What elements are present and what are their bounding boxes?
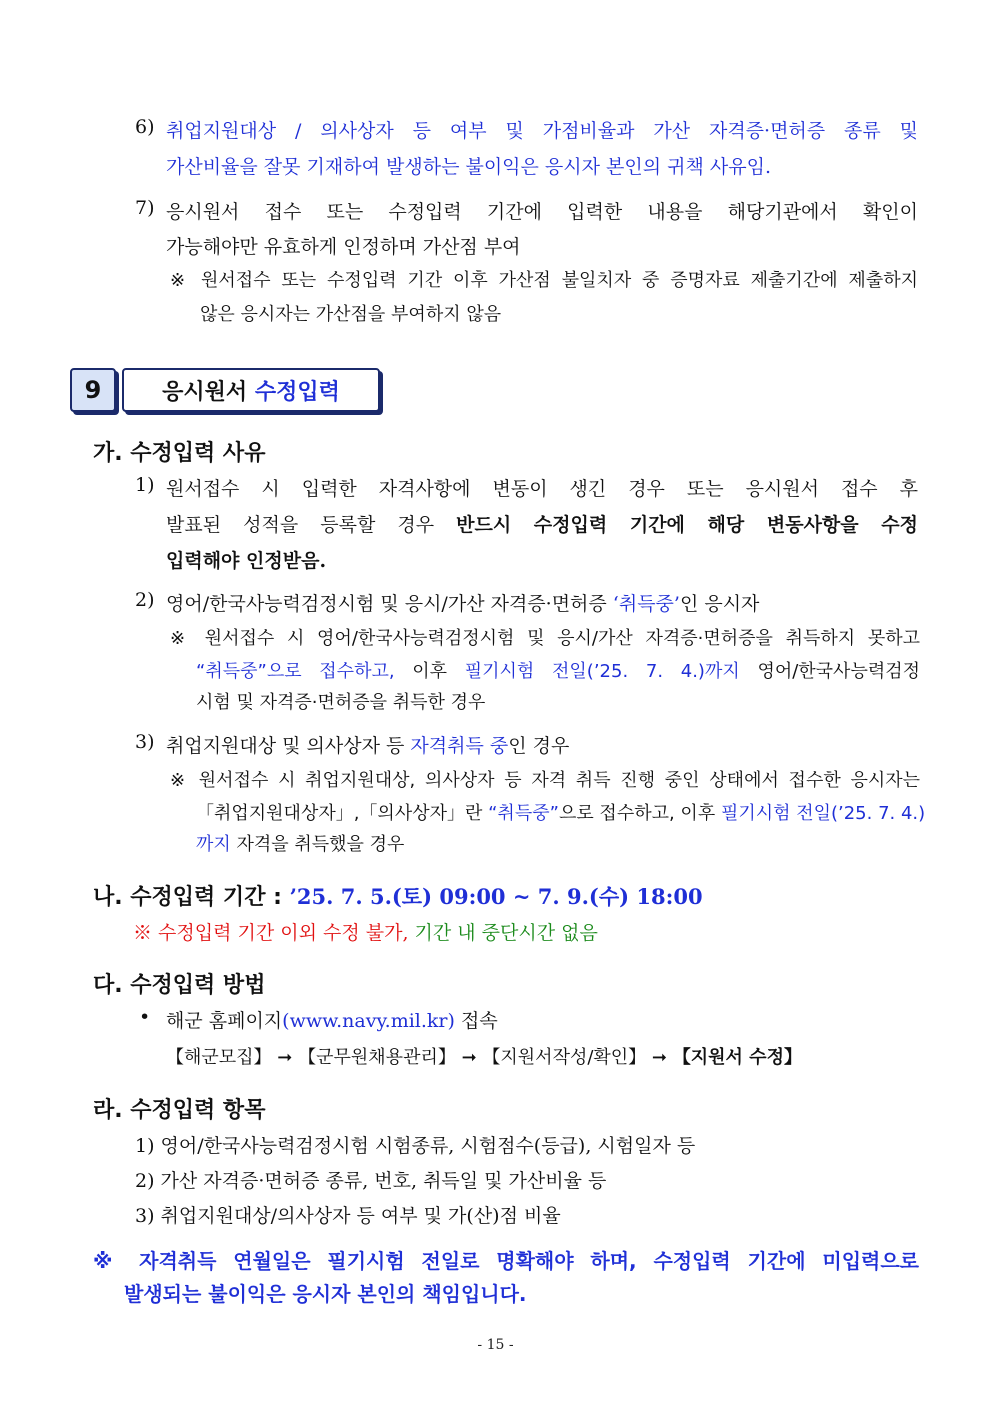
item-7-note-line-2: 않은 응시자는 가산점을 부여하지 않음 xyxy=(200,304,502,325)
item-6-line-1: 취업지원대상 / 의사상자 등 여부 및 가점비율과 가산 자격증·면허증 종류 및 xyxy=(166,120,918,142)
arrow-right-icon: ➞ xyxy=(461,1047,477,1068)
ga-item-3-text-c: 인 경우 xyxy=(508,735,570,757)
ga-item-3-number: 3) xyxy=(135,731,155,753)
heading-na xyxy=(93,880,703,911)
ga-item-2-text-b: ‘취득중’ xyxy=(612,593,680,615)
da-line-1 xyxy=(166,1006,498,1033)
ga-item-2-note-line-1: ※ 원서접수 시 영어/한국사능력검정시험 및 응시/가산 자격증·면허증을 취득하지 못하고 xyxy=(170,628,920,649)
ga-item-2-text-a: 영어/한국사능력검정시험 및 응시/가산 자격증·면허증 xyxy=(166,593,613,615)
item-7-number: 7) xyxy=(135,197,155,219)
heading-da: 다. 수정입력 방법 xyxy=(93,973,266,998)
heading-ra: 라. 수정입력 항목 xyxy=(93,1098,266,1123)
heading-na-label: 나. 수정입력 기간 : xyxy=(93,885,290,910)
arrow-right-icon: ➞ xyxy=(651,1047,668,1068)
ra-item-1: 1) 영어/한국사능력검정시험 시험종류, 시험점수(등급), 시험일자 등 xyxy=(135,1135,696,1157)
ga-item-2-text-c: 인 응시자 xyxy=(679,593,760,615)
ga-item-3-note-line-2 xyxy=(196,799,926,825)
ga-item-2-note-a: “취득중”으로 접수하고, xyxy=(196,661,395,682)
item-6-line-2: 가산비율을 잘못 기재하여 발생하는 불이익은 응시자 본인의 귀책 사유임. xyxy=(166,156,771,178)
ga-item-1-line-1: 원서접수 시 입력한 자격사항에 변동이 생긴 경우 또는 응시원서 접수 후 xyxy=(166,478,918,500)
arrow-right-icon: ➞ xyxy=(277,1047,293,1068)
heading-ga: 가. 수정입력 사유 xyxy=(93,441,266,466)
ga-item-2-line-1 xyxy=(166,589,759,616)
ga-item-2-note-line-3: 시험 및 자격증·면허증을 취득한 경우 xyxy=(196,692,486,713)
ra-item-3: 3) 취업지원대상/의사상자 등 여부 및 가(산)점 비율 xyxy=(135,1205,561,1227)
ga-item-3-note-a: 「취업지원대상자」,「의사상자」란 xyxy=(196,803,489,824)
na-note-red: ※ 수정입력 기간 이외 수정 불가, xyxy=(133,922,409,944)
navy-homepage-link[interactable]: (www.navy.mil.kr) xyxy=(282,1010,455,1032)
path-application-check: 【지원서작성/확인】 xyxy=(482,1047,647,1068)
final-note-line-1: ※ 자격취득 연월일은 필기시험 전일로 명확해야 하며, 수정입력 기간에 미입력으로 xyxy=(93,1249,919,1273)
ga-item-1-line-2-bold: 반드시 수정입력 기간에 해당 변동사항을 수정 xyxy=(456,514,918,536)
ga-item-3-text-a: 취업지원대상 및 의사상자 등 xyxy=(166,735,411,757)
page-number: - 15 - xyxy=(477,1337,514,1353)
edit-period: ’25. 7. 5.(토) 09:00 ~ 7. 9.(수) 18:00 xyxy=(289,884,703,909)
ga-item-2-note-line-2 xyxy=(196,657,920,683)
da-nav-path xyxy=(166,1043,802,1069)
section-title-blue: 수정입력 xyxy=(254,379,340,405)
ga-item-3-note-e: 까지 xyxy=(196,834,231,855)
ga-item-1-number: 1) xyxy=(135,474,155,496)
item-7-line-2: 가능해야만 유효하게 인정하며 가산점 부여 xyxy=(166,236,521,258)
path-application-edit: 【지원서 수정】 xyxy=(672,1047,802,1068)
section-title-plain: 응시원서 xyxy=(162,379,255,405)
na-note-green: 기간 내 중단시간 없음 xyxy=(408,922,598,944)
ga-item-2-note-c: 필기시험 전일(’25. 7. 4.)까지 xyxy=(464,661,740,682)
ga-item-1-line-2-plain: 발표된 성적을 등록할 경우 xyxy=(166,514,457,536)
ga-item-3-note-f: 자격을 취득했을 경우 xyxy=(230,834,405,855)
ga-item-1-line-2 xyxy=(166,510,918,537)
da-text-c: 접속 xyxy=(454,1010,498,1032)
da-bullet: • xyxy=(139,1006,151,1028)
item-7-line-1: 응시원서 접수 또는 수정입력 기간에 입력한 내용을 해당기관에서 확인이 xyxy=(166,201,918,223)
section-title-box xyxy=(122,368,380,412)
ga-item-3-text-b: 자격취득 중 xyxy=(410,735,509,757)
ga-item-2-note-d: 영어/한국사능력검정 xyxy=(739,661,920,682)
ga-item-3-note-d: 필기시험 전일(’25. 7. 4.) xyxy=(720,803,926,824)
ga-item-3-note-c: 으로 접수하고, 이후 xyxy=(558,803,721,824)
na-note xyxy=(133,918,598,945)
ga-item-3-note-line-3 xyxy=(196,830,404,856)
final-note-line-2: 발생되는 불이익은 응시자 본인의 책임입니다. xyxy=(124,1282,527,1306)
path-civilian-hiring: 【군무원채용관리】 xyxy=(298,1047,456,1068)
ga-item-3-note-b: “취득중” xyxy=(488,803,559,824)
ga-item-3-note-line-1: ※ 원서접수 시 취업지원대상, 의사상자 등 자격 취득 진행 중인 상태에서 접수한 응시자는 xyxy=(170,770,920,791)
ga-item-2-number: 2) xyxy=(135,589,155,611)
path-navy-recruit: 【해군모집】 xyxy=(166,1047,272,1068)
ga-item-2-note-b: 이후 xyxy=(394,661,465,682)
item-6-number: 6) xyxy=(135,116,155,138)
section-number: 9 xyxy=(84,376,102,404)
da-text-a: 해군 홈페이지 xyxy=(166,1010,283,1032)
item-7-note-line-1: ※ 원서접수 또는 수정입력 기간 이후 가산점 불일치자 중 증명자료 제출기간에 제출하지 xyxy=(170,270,918,291)
ga-item-1-line-3: 입력해야 인정받음. xyxy=(166,550,327,572)
ga-item-3-line-1 xyxy=(166,731,569,758)
ra-item-2: 2) 가산 자격증·면허증 종류, 번호, 취득일 및 가산비율 등 xyxy=(135,1170,607,1192)
section-number-badge xyxy=(70,368,116,412)
